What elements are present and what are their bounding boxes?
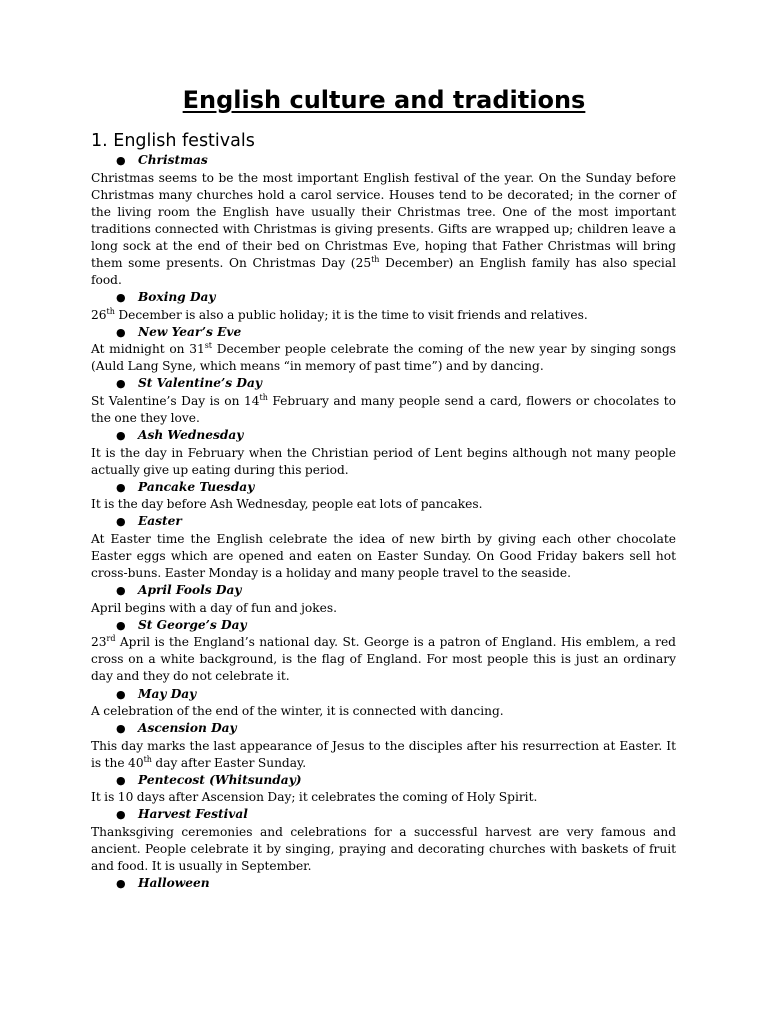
bullet-icon: ● xyxy=(116,515,126,529)
festival-heading xyxy=(91,427,676,445)
ordinal-suffix: th xyxy=(259,392,268,402)
description-text-continued: December is also a public holiday; it is the time to visit friends and relatives. xyxy=(114,307,588,322)
festival-heading xyxy=(91,686,676,704)
festival-description xyxy=(91,393,676,427)
bullet-icon: ● xyxy=(116,377,126,391)
description-text: 23 xyxy=(91,635,107,650)
festival-item xyxy=(91,324,676,376)
description-text-continued: February and many people send a card, flowers or chocolates to the one they love. xyxy=(91,393,677,426)
ordinal-suffix: rd xyxy=(106,634,116,644)
bullet-icon: ● xyxy=(116,773,126,787)
bullet-icon: ● xyxy=(116,291,126,305)
festival-heading xyxy=(91,513,676,531)
bullet-icon: ● xyxy=(116,480,126,494)
festival-item xyxy=(91,152,676,289)
festival-heading xyxy=(91,152,676,170)
bullet-icon: ● xyxy=(116,722,126,736)
festival-item xyxy=(91,513,676,582)
festival-name: St George’s Day xyxy=(138,617,247,632)
festival-description xyxy=(91,738,676,772)
festival-description xyxy=(91,531,676,582)
description-text: This day marks the last appearance of Jesus to the disciples after his resurrection at Easter. It is the 40 xyxy=(91,738,676,770)
festival-description xyxy=(91,496,676,513)
festival-description xyxy=(91,634,676,685)
ordinal-suffix: st xyxy=(204,341,213,351)
festival-name: St Valentine’s Day xyxy=(138,376,262,391)
description-text: St Valentine’s Day is on 14 xyxy=(91,393,260,408)
festival-heading xyxy=(91,289,676,307)
festival-heading xyxy=(91,582,676,600)
description-text: At midnight on 31 xyxy=(91,342,205,357)
section-heading: 1. English festivals xyxy=(91,131,255,151)
bullet-icon: ● xyxy=(116,687,126,701)
description-text-continued: day after Easter Sunday. xyxy=(151,755,307,770)
festival-description xyxy=(91,703,676,720)
festival-item xyxy=(91,806,676,875)
festival-name: New Year’s Eve xyxy=(138,324,242,339)
bullet-icon: ● xyxy=(116,154,126,167)
festival-description xyxy=(91,170,676,290)
description-text: It is the day before Ash Wednesday, people eat lots of pancakes. xyxy=(91,497,483,512)
description-text-continued: December people celebrate the coming of the new year by singing songs (Auld Lang Syne, which means “in memory of past time”) and by dancing. xyxy=(91,342,676,374)
festival-description xyxy=(91,600,676,617)
festival-name: Harvest Festival xyxy=(138,807,248,822)
festival-description xyxy=(91,824,676,875)
festival-name: April Fools Day xyxy=(138,583,242,598)
description-text: At Easter time the English celebrate the idea of new birth by giving each other chocolate Easter eggs which are opened and eaten on Easter Sunday. On Good Friday bakers sell hot cross-buns. Easter Monday is a holiday and many people travel to the seaside. xyxy=(91,531,676,581)
ordinal-suffix: th xyxy=(106,306,115,316)
bullet-icon: ● xyxy=(116,808,126,822)
festival-description xyxy=(91,307,676,324)
festival-description xyxy=(91,341,676,375)
festival-name: Pancake Tuesday xyxy=(138,479,255,494)
festival-item xyxy=(91,617,676,686)
bullet-icon: ● xyxy=(116,877,126,891)
bullet-icon: ● xyxy=(116,325,126,339)
festival-heading xyxy=(91,324,676,342)
festival-heading xyxy=(91,617,676,635)
description-text-continued: December) an English family has also special food. xyxy=(91,255,676,288)
festival-item xyxy=(91,375,676,427)
bullet-icon: ● xyxy=(116,429,126,443)
festival-item xyxy=(91,479,676,514)
description-text: It is 10 days after Ascension Day; it celebrates the coming of Holy Spirit. xyxy=(91,790,538,805)
description-text: 26 xyxy=(91,307,107,322)
festival-name: Ascension Day xyxy=(138,721,237,736)
festival-description xyxy=(91,789,676,806)
festival-heading xyxy=(91,806,676,824)
festival-item xyxy=(91,875,676,893)
festival-name: Halloween xyxy=(138,876,210,891)
festival-name: Christmas xyxy=(138,153,208,167)
ordinal-suffix: th xyxy=(143,754,152,764)
festival-item xyxy=(91,289,676,324)
festival-name: Ash Wednesday xyxy=(138,428,244,443)
festival-heading xyxy=(91,479,676,497)
festival-heading xyxy=(91,772,676,790)
festival-item xyxy=(91,720,676,772)
description-text: Thanksgiving ceremonies and celebrations for a successful harvest are very famous and ancient. People celebrate it by singing, praying and decorating churches with baskets of fruit and food. It is usually in September. xyxy=(91,824,676,874)
festival-name: Boxing Day xyxy=(138,290,216,305)
festival-list xyxy=(91,152,676,893)
festival-heading xyxy=(91,720,676,738)
document-title: English culture and traditions xyxy=(182,86,586,114)
description-text-continued: April is the England’s national day. St. George is a patron of England. His emblem, a red cross on a white background, is the flag of England. For most people this is just an ordinary day and they do not celebrate it. xyxy=(91,635,676,684)
festival-name: May Day xyxy=(138,686,197,701)
description-text: A celebration of the end of the winter, it is connected with dancing. xyxy=(91,704,504,719)
festival-item xyxy=(91,772,676,807)
festival-heading xyxy=(91,375,676,393)
festival-name: Pentecost (Whitsunday) xyxy=(138,772,302,787)
festival-item xyxy=(91,686,676,721)
description-text: April begins with a day of fun and jokes. xyxy=(91,600,337,615)
description-text: Christmas seems to be the most important English festival of the year. On the Sunday before Christmas many churches hold a carol service. Houses tend to be decorated; in the corner of the living room the English have usually their Christmas tree. One of the most important traditions connected with Christmas is giving presents. Gifts are wrapped up; children leave a long sock at the end of their bed on Christmas Eve, hoping that Father Christmas will bring them some presents. On Christmas Day (25 xyxy=(91,170,676,270)
bullet-icon: ● xyxy=(116,584,126,598)
description-text: It is the day in February when the Christian period of Lent begins although not many people actually give up eating during this period. xyxy=(91,445,676,477)
festival-item xyxy=(91,427,676,479)
ordinal-suffix: th xyxy=(371,254,380,264)
festival-item xyxy=(91,582,676,617)
festival-name: Easter xyxy=(138,514,182,529)
bullet-icon: ● xyxy=(116,618,126,632)
festival-description xyxy=(91,445,676,479)
festival-heading xyxy=(91,875,676,893)
